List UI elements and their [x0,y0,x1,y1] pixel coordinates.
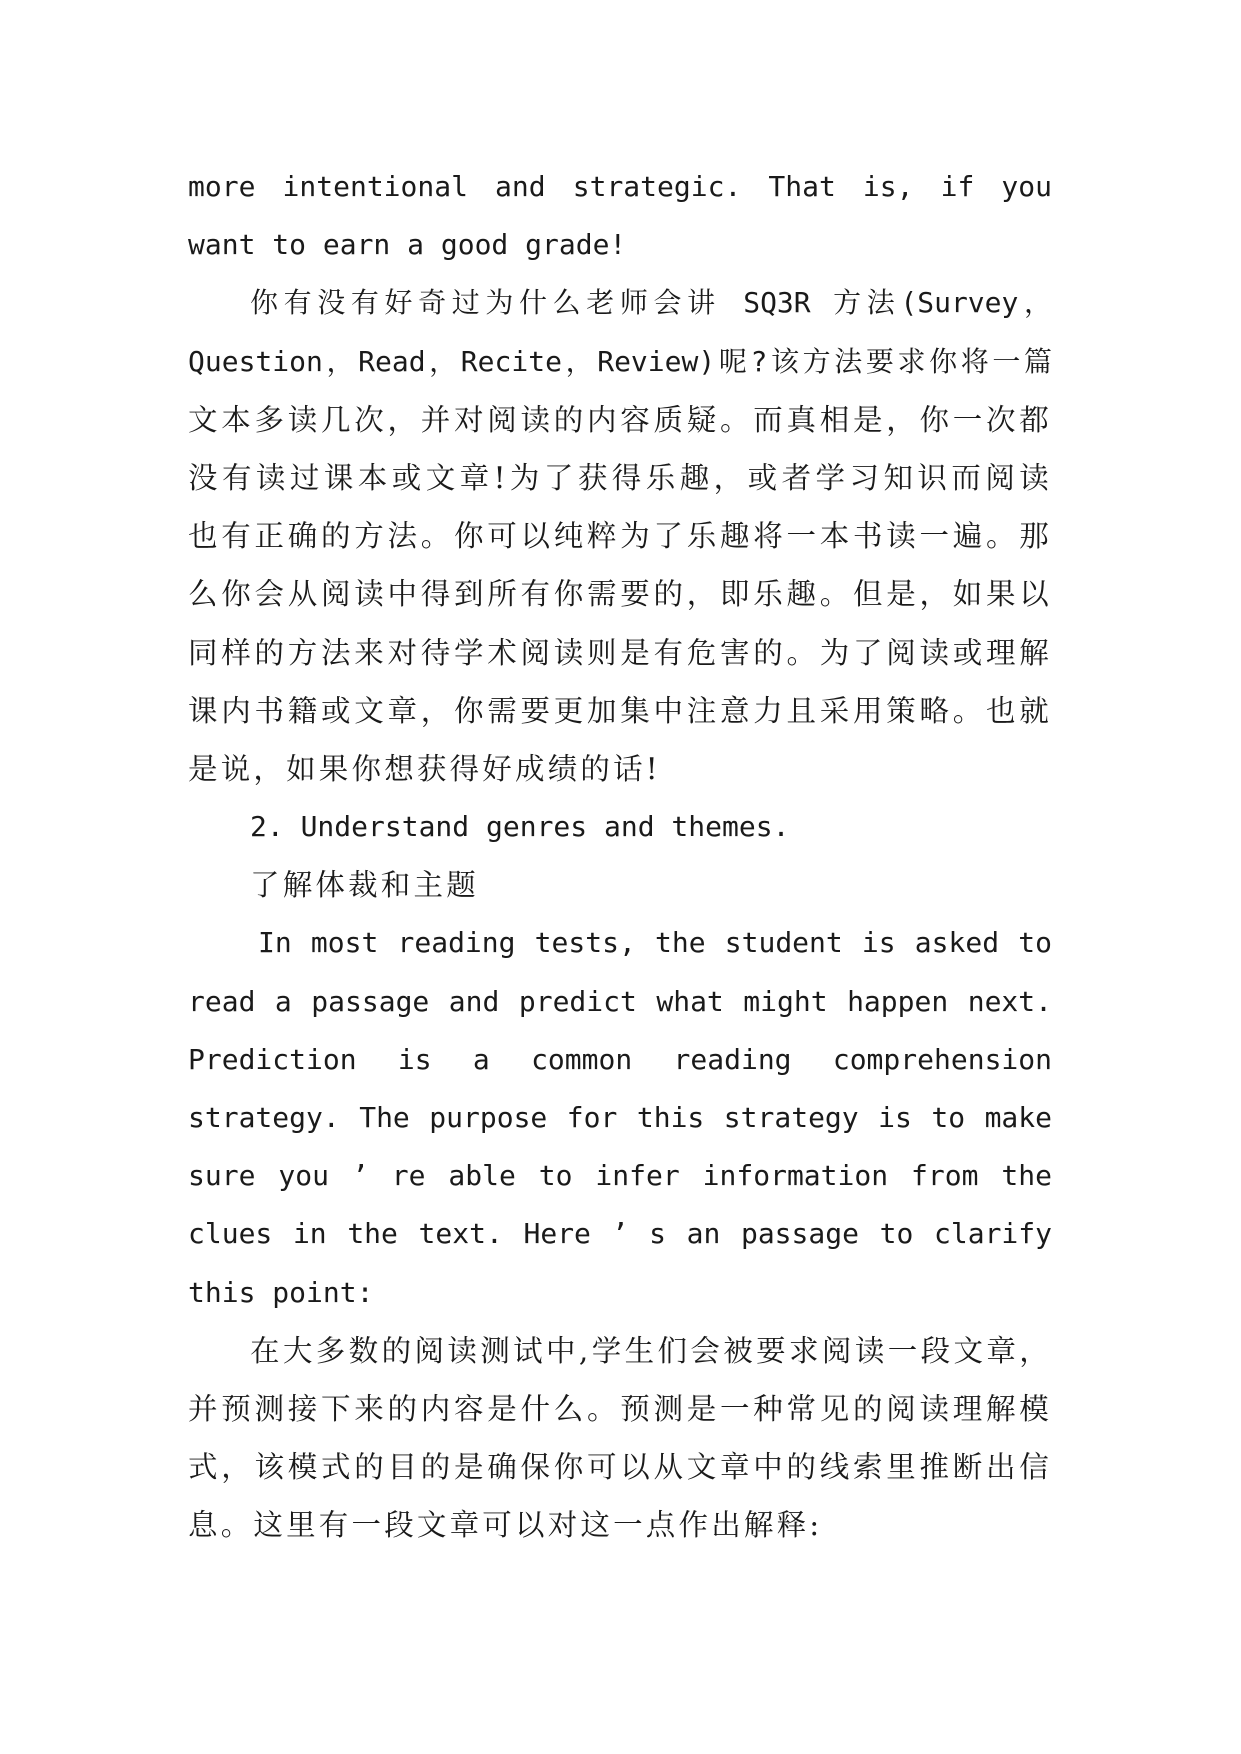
text-line: In most reading tests, the student is asked to [258,926,1052,960]
text-line: more intentional and strategic. That is, if you [188,170,1052,203]
text-line: 你有没有好奇过为什么老师会讲 SQ3R 方法(Survey， [250,286,1052,320]
text-line: 同样的方法来对待学术阅读则是有危害的。为了阅读或理解 [188,635,1052,670]
text-line: 课内书籍或文章，你需要更加集中注意力且采用策略。也就 [188,693,1052,728]
text-line: want to earn a good grade! [188,228,627,262]
text-line: sure you ’ re able to infer information from the [188,1159,1052,1193]
section-heading: 2. Understand genres and themes. [250,810,790,844]
text-line: clues in the text. Here ’ s an passage to clarify [188,1217,1052,1251]
text-line: this point: [188,1275,374,1309]
text-line: 息。这里有一段文章可以对这一点作出解释: [188,1508,823,1543]
section-heading-chinese: 了解体裁和主题 [250,868,479,903]
text-line: 么你会从阅读中得到所有你需要的，即乐趣。但是，如果以 [188,577,1052,612]
text-line: 是说，如果你想获得好成绩的话! [188,751,661,786]
text-line: 没有读过课本或文章!为了获得乐趣，或者学习知识而阅读 [188,460,1052,495]
text-line: strategy. The purpose for this strategy is to make [188,1101,1052,1134]
text-line: 式，该模式的目的是确保你可以从文章中的线索里推断出信 [188,1450,1052,1485]
text-line: 并预测接下来的内容是什么。预测是一种常见的阅读理解模 [188,1391,1052,1426]
text-line: read a passage and predict what might happen next. [188,984,1052,1018]
text-line: 在大多数的阅读测试中,学生们会被要求阅读一段文章， [250,1333,1052,1368]
text-line: Question，Read，Recite，Review)呢?该方法要求你将一篇 [188,344,1052,378]
text-line: Prediction is a common reading comprehension [188,1042,1052,1076]
text-line: 文本多读几次，并对阅读的内容质疑。而真相是，你一次都 [188,402,1052,437]
text-line: 也有正确的方法。你可以纯粹为了乐趣将一本书读一遍。那 [188,519,1052,554]
document-page [188,158,1052,1555]
